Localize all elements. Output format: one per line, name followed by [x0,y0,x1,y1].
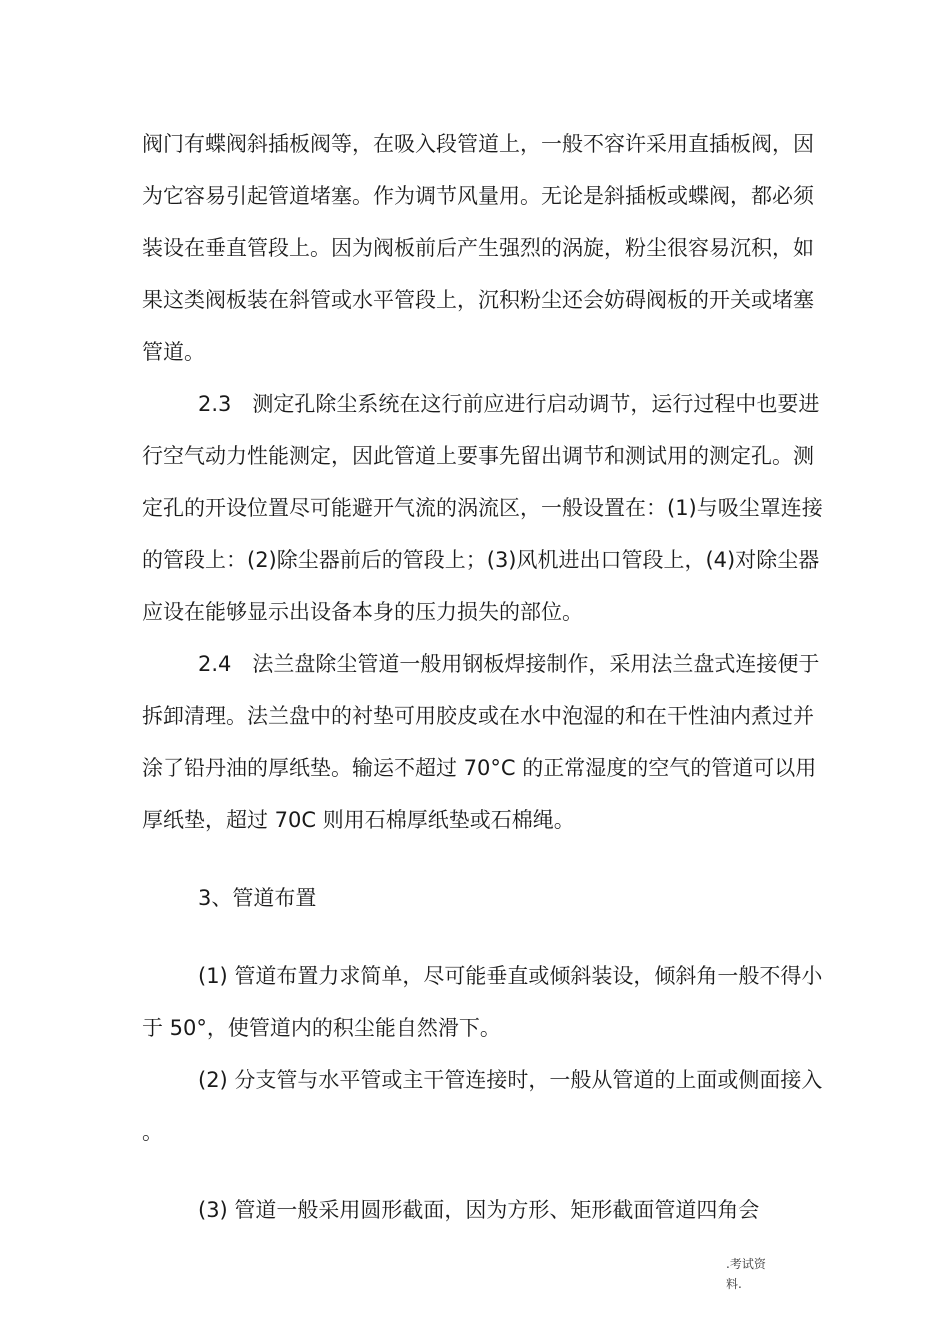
section-gap [142,924,832,950]
section-gap [142,1158,832,1184]
section-heading-pipe-layout: 3、管道布置 [198,886,317,910]
footer-watermark [726,1254,786,1294]
paragraph-flanges: 2.4 法兰盘除尘管道一般用钢板焊接制作，采用法兰盘式连接便于拆卸清理。法兰盘中的衬垫可用胶皮或在水中泡湿的和在干性油内煮过并涂了铅丹油的厚纸垫。输运不超过 70°C 的正常湿度的空气的管道可以用厚纸垫，超过 70C 则用石棉厚纸垫或石棉绳。 [142,652,820,832]
paragraph-valves: 阀门有蝶阀斜插板阀等，在吸入段管道上，一般不容许采用直插板阀，因为它容易引起管道堵塞。作为调节风量用。无论是斜插板或蝶阀，都必须装设在垂直管段上。因为阀板前后产生强烈的涡旋，粉尘很容易沉积，如果这类阀板装在斜管或水平管段上，沉积粉尘还会妨碍阀板的开关或堵塞管道。 [142,132,814,364]
paragraph-layout-item-3: (3) 管道一般采用圆形截面，因为方形、矩形截面管道四角会 [198,1198,760,1222]
paragraph-layout-item-2: (2) 分支管与水平管或主干管连接时，一般从管道的上面或侧面接入。 [142,1068,823,1144]
paragraph-layout-item-1: (1) 管道布置力求简单，尽可能垂直或倾斜装设，倾斜角一般不得小于 50°，使管道内的积尘能自然滑下。 [142,964,823,1040]
footer-line-1: .考试资 [726,1257,766,1271]
footer-line-2: 料. [726,1277,742,1291]
section-gap [142,846,832,872]
document-body [142,118,832,1236]
paragraph-measuring-holes: 2.3 测定孔除尘系统在这行前应进行启动调节，运行过程中也要进行空气动力性能测定，因此管道上要事先留出调节和测试用的测定孔。测定孔的开设位置尽可能避开气流的涡流区，一般设置在：(1)与吸尘罩连接的管段上：(2)除尘器前后的管段上；(3)风机进出口管段上，(4)对除尘器应设在能够显示出设备本身的压力损失的部位。 [142,392,823,624]
